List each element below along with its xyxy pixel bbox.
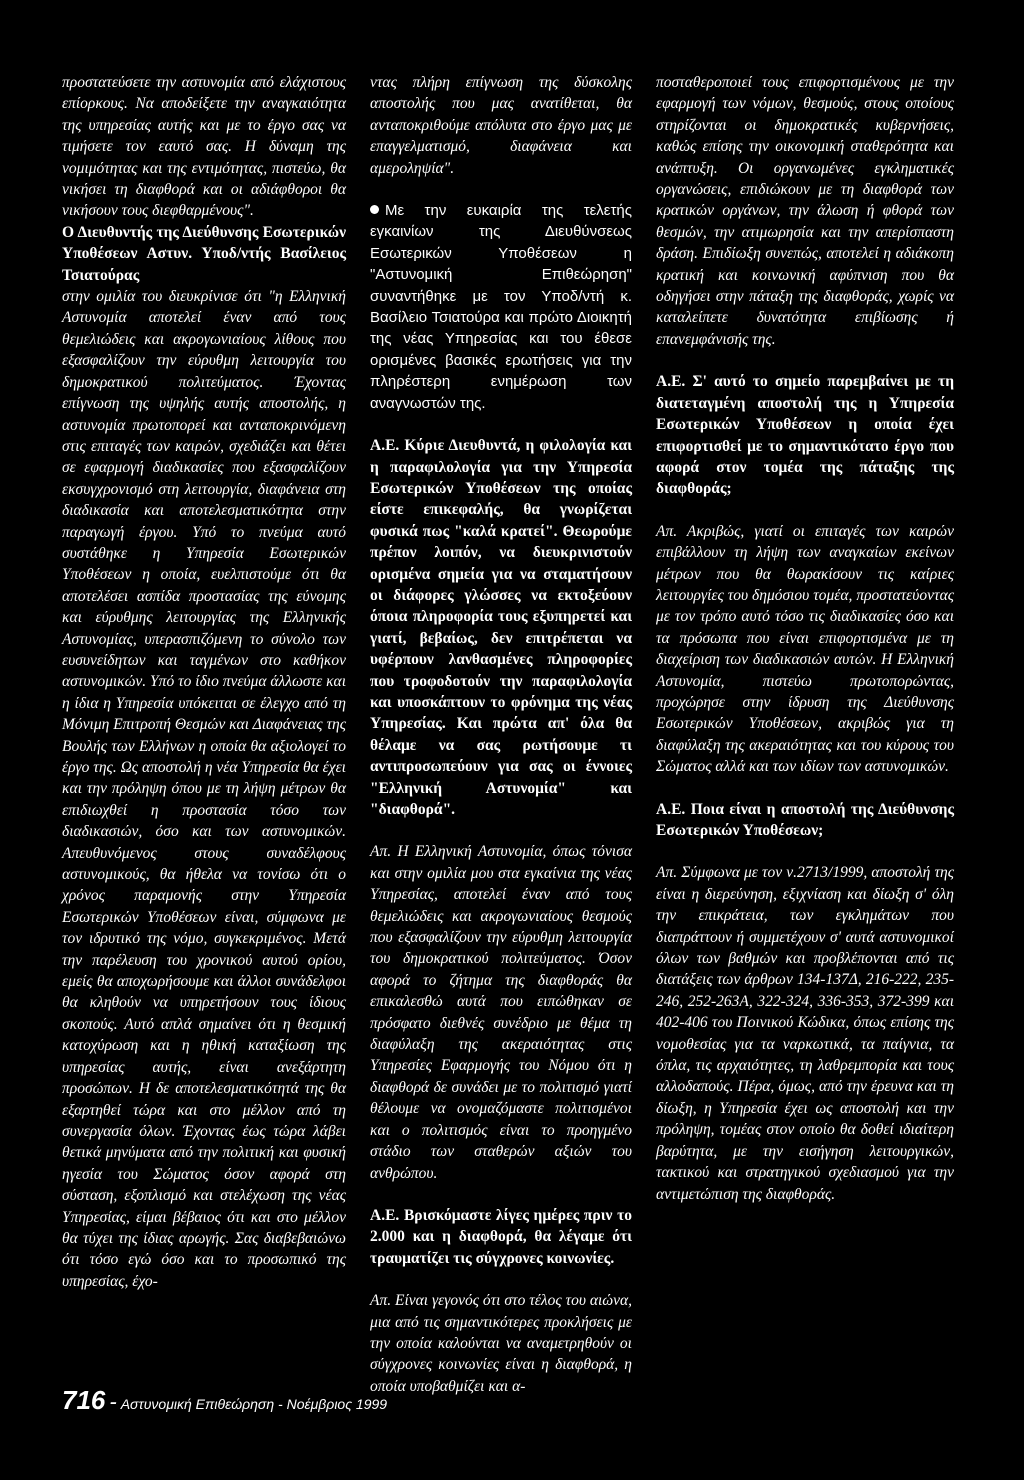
column-3-paragraph-5: Απ. Σύμφωνα με τον ν.2713/1999, αποστολή της είναι η διερεύνηση, εξιχνίαση και δίωξη σ' όλη την επικράτεια, των εγκλημάτων που διαπράττουν ή συμμετέχουν σ' αυτά αστυνομικοί όλων των βαθμών και προβλέπονται από τις διατάξεις των άρθρων 134-137Δ, 216-222, 235-246, 252-263Α, 322-324, 336-353, 372-399 και 402-406 του Ποινικού Κώδικα, όπως επίσης της νομοθεσίας για τα ναρκωτικά, τα παίγνια, τα όπλα, τις αρχαιότητες, τη λαθρεμπορία και τους αλλοδαπούς. Πέρα, όμως, από την έρευνα και τη δίωξη, η Υπηρεσία έχει ως αποστολή και την πρόληψη, τομέας στον οποίο θα δοθεί ιδιαίτερη βαρύτητα, με την εισήγηση λειτουργικών, τακτικού και στρατηγικού σχεδιασμού για την αντιμετώπιση της διαφθοράς. <box>656 864 954 1203</box>
column-1-paragraph-3: στην ομιλία του διευκρίνισε ότι "η Ελληνική Αστυνομία αποτελεί έναν από τους θεμελιώδεις και ακρογωνιαίους λίθους που εξασφαλίζουν την εύρυθμη λειτουργία του δημοκρατικού πολιτεύματος. Έχοντας επίγνωση της υψηλής αυτής αποστολής, η αστυνομία πρωτοπορεί και ανταποκρινόμενη στις επιταγές των καιρών, σχεδιάζει και θέτει σε εφαρμογή διαδικασίες που εξασφαλίζουν εκσυγχρονισμό στη λειτουργία, διαφάνεια στη διαδικασία και αποτελεσματικότητα στην παραγωγή έργου. Υπό το πνεύμα αυτό συστάθηκε η Υπηρεσία Εσωτερικών Υποθέσεων η οποία, ευελπιστούμε ότι θα αποτελέσει ασπίδα προστασίας της εύνομης και εύρυθμης λειτουργίας της Ελληνικής Αστυνομίας, υπερασπιζόμενη το σύνολο των ευσυνείδητων και ταγμένων στο καθήκον αστυνομικών. Υπό το ίδιο πνεύμα άλλωστε και η ίδια η Υπηρεσία υπόκειται σε έλεγχο από τη Μόνιμη Επιτροπή Θεσμών και Διαφάνειας της Βουλής των Ελλήνων η οποία θα αξιολογεί το έργο της. Ως αποστολή η νέα Υπηρεσία θα έχει και την πρόληψη όπου με τη λήψη μέτρων θα επιδιωχθεί η προστασία τόσο των διαδικασιών, όσο και των αστυνομικών. Απευθυνόμενος στους συναδέλφους αστυνομικούς, θα ήθελα να τονίσω ότι ο χρόνος παραμονής στην Υπηρεσία Εσωτερικών Υποθέσεων είναι, σύμφωνα με τον ιδρυτικό της νόμο, συγκεκριμένος. Μετά την παρέλευση του χρονικού αυτού ορίου, εμείς θα αποχωρήσουμε και άλλοι συνάδελφοι θα κληθούν να υπηρετήσουν τους ίδιους σκοπούς. Αυτό απλά σημαίνει ότι η θεσμική κατοχύρωση και η ηθική καταξίωση της υπηρεσίας αυτής, είναι ανεξάρτητη προσώπων. Η δε αποτελεσματικότητά της θα εξαρτηθεί τώρα και στο μέλλον από τη συνεργασία όλων. Έχοντας έως τώρα λάβει θετικά μηνύματα από την πολιτική και φυσική ηγεσία του Σώματος όσον αφορά στη σύσταση, εξοπλισμό και στελέχωση της νέας Υπηρεσίας, είμαι βέβαιος ότι και στο μέλλον θα τύχει της ίδιας αρωγής. Σας διαβεβαιώνω ότι τόσο εγώ όσο και το προσωπικό της υπηρεσίας, έχο- <box>62 288 346 1290</box>
page-footer <box>62 1385 387 1416</box>
bullet-paragraph-text: Με την ευκαιρία της τελετής εγκαινίων της Διευθύνσεως Εσωτερικών Υποθέσεων η "Αστυνομική Επιθεώρηση" συναντήθηκε με τον Υποδ/ντή κ. Βασίλειο Τσιατούρα και πρώτο Διοικητή της νέας Υπηρεσίας και του έθεσε ορισμένες βασικές ερωτήσεις για την πληρέστερη ενημέρωση των αναγνωστών της. <box>370 202 632 412</box>
column-3-paragraph-2: Α.Ε. Σ' αυτό το σημείο παρεμβαίνει με τη διατεταγμένη αποστολή της η Υπηρεσία Εσωτερικών Υποθέσεων η οποία έχει επιφορτισθεί με το σημαντικότατο έργο που αφορά στον τομέα της πάταξης της διαφθοράς; <box>656 373 954 498</box>
column-2-paragraph-1: ντας πλήρη επίγνωση της δύσκολης αποστολής που μας ανατίθεται, θα ανταποκριθούμε απόλυτα στο έργο μας με επαγγελματισμό, διαφάνεια και αμεροληψία". <box>370 74 632 177</box>
column-2-paragraph-5: Α.Ε. Βρισκόμαστε λίγες ημέρες πριν το 2.000 και η διαφθορά, θα λέγαμε ότι τραυματίζει τις σύγχρονες κοινωνίες. <box>370 1206 632 1267</box>
column-2-paragraph-2 <box>370 200 632 414</box>
column-2-paragraph-3: Α.Ε. Κύριε Διευθυντά, η φιλολογία και η παραφιλολογία για την Υπηρεσία Εσωτερικών Υποθέσεων της οποίας είστε επικεφαλής, θα γνωρίζεται φυσικά πως "καλά κρατεί". Θεωρούμε πρέπον λοιπόν, να διευκρινιστούν ορισμένα σημεία για να σταματήσουν οι διάφορες γλώσσες να εκτοξεύουν όποια πληροφορία τους εξυπηρετεί και γιατί, βεβαίως, δεν επιτρέπεται να υφέρπουν λανθασμένες πληροφορίες που τροφοδοτούν την παραφιλολογία και υποσκάπτουν το φρόνημα της νέας Υπηρεσίας. Και πρώτα απ' όλα θα θέλαμε να σας ρωτήσουμε τι αντιπροσωπεύουν για σας οι έννοιες "Ελληνική Αστυνομία" και "διαφθορά". <box>370 437 632 818</box>
column-2-paragraph-6: Απ. Είναι γεγονός ότι στο τέλος του αιώνα, μια από τις σημαντικότερες προκλήσεις με την οποία καλούνται να αναμετρηθούν οι σύγχρονες κοινωνίες είναι η διαφθορά, η οποία υποβαθμίζει και α- <box>370 1292 632 1395</box>
column-3-paragraph-4: Α.Ε. Ποια είναι η αποστολή της Διεύθυνσης Εσωτερικών Υποθέσεων; <box>656 800 954 839</box>
column-1-paragraph-2: Ο Διευθυντής της Διεύθυνσης Εσωτερικών Υποθέσεων Αστυν. Υποδ/ντής Βασίλειος Τσιατούρας <box>62 223 346 284</box>
text-column-1 <box>62 72 346 1292</box>
bullet-icon <box>370 205 379 214</box>
column-1-paragraph-1: προστατεύσετε την αστυνομία από ελάχιστους επίορκους. Να αποδείξετε την αναγκαιότητα της υπηρεσίας αυτής και με το έργο σας να τιμήσετε τον εαυτό σας. Η δύναμη της νομιμότητας και της εντιμότητας, πιστεύω, θα νικήσει τη διαφθορά και οι αδιάφθοροι θα νικήσουν τους διεφθαρμένους". <box>62 74 346 220</box>
column-3-paragraph-3: Απ. Ακριβώς, γιατί οι επιταγές των καιρών επιβάλλουν τη λήψη των αναγκαίων εκείνων μέτρων που θα θωρακίσουν τις καίριες λειτουργίες του δημόσιου τομέα, προστατεύοντας με τον τρόπο αυτό τόσο τις διαδικασίες όσο και τα πρόσωπα που είναι επιφορτισμένα με τη διαχείριση των διαδικασιών αυτών. Η Ελληνική Αστυνομία, πιστεύω πρωτοπορώντας, προχώρησε στην ίδρυση της Διεύθυνσης Εσωτερικών Υποθέσεων, ακριβώς για τη διαφύλαξη της ακεραιότητας και του κύρους του Σώματος αλλά και των ιδίων των αστυνομικών. <box>656 522 954 776</box>
column-3-paragraph-1: ποσταθεροποιεί τους επιφορτισμένους με την εφαρμογή των νόμων, θεσμούς, στους οποίους στηρίζονται οι δημοκρατικές κυβερνήσεις, καθώς επίσης την οικονομική σταθερότητα και ανάπτυξη. Οι οργανωμένες εγκληματικές οργανώσεις, επιδιώκουν με τη διαφθορά των κρατικών οργάνων, την άλωση ή φθορά των θεσμών, την ατιμωρησία και την απερίσπαστη δράση. Επιδίωξη συνεπώς, αποτελεί η αδιάκοπη κρατική και κοινωνική αφύπνιση που θα οδηγήσει στην πάταξη της διαφθοράς, χωρίς να καταλείπετε δυνατότητα επιβίωσης ή επανεμφάνισής της. <box>656 74 954 348</box>
text-column-3 <box>656 72 954 1205</box>
text-column-2 <box>370 72 632 1397</box>
column-2-paragraph-4: Απ. Η Ελληνική Αστυνομία, όπως τόνισα και στην ομιλία μου στα εγκαίνια της νέας Υπηρεσίας, αποτελεί έναν από τους θεμελιώδεις και ακρογωνιαίους θεσμούς που εξασφαλίζουν την εύρυθμη λειτουργία του δημοκρατικού πολιτεύματος. Όσον αφορά το ζήτημα της διαφθοράς θα επικαλεσθώ αυτά που ειπώθηκαν σε πρόσφατο διεθνές συνέδριο με θέμα τη διαφύλαξη της ακεραιότητας στις Υπηρεσίες Εφαρμογής του Νόμου ότι η διαφθορά δε συνάδει με το πολιτισμό γιατί θέλουμε να ονομαζόμαστε πολιτισμένοι και ο πολιτισμός είναι το προηγμένο στάδιο των σταθερών αξιών του ανθρώπου. <box>370 843 632 1182</box>
footer-separator: - <box>109 1389 117 1414</box>
page-number: 716 <box>62 1385 106 1415</box>
publication-title: Αστυνομική Επιθεώρηση - Νοέμβριος 1999 <box>120 1396 388 1412</box>
